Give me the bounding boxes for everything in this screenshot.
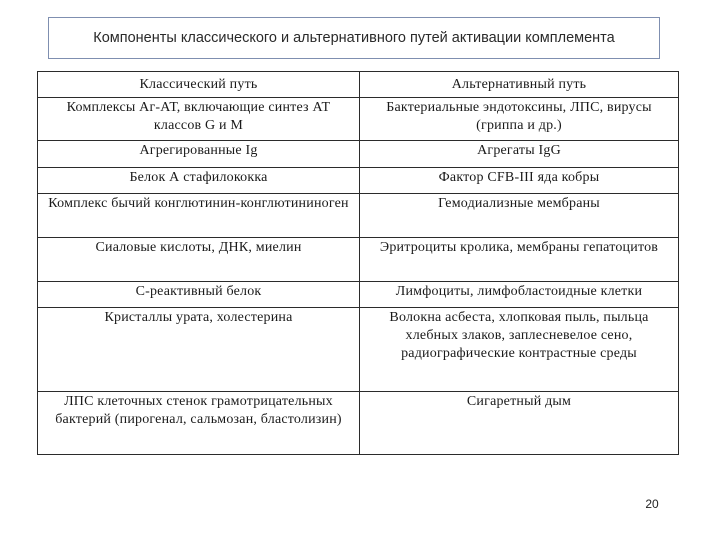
table-cell: С-реактивный белок xyxy=(38,282,360,308)
table-row xyxy=(38,282,679,308)
table-cell: Сигаретный дым xyxy=(360,392,679,455)
table-row xyxy=(38,238,679,282)
table-cell: Белок А стафилококка xyxy=(38,168,360,194)
page-number: 20 xyxy=(645,497,659,511)
header-classical: Классический путь xyxy=(38,72,360,98)
table-cell: Фактор CFB-III яда кобры xyxy=(360,168,679,194)
table-row xyxy=(38,98,679,141)
table-cell: Комплексы Аг-АТ, включающие синтез АТ классов G и M xyxy=(38,98,360,141)
table-row xyxy=(38,308,679,392)
table-cell: Эритроциты кролика, мембраны гепатоцитов xyxy=(360,238,679,282)
table-cell: Агрегированные Ig xyxy=(38,141,360,168)
table-cell: Комплекс бычий конглютинин-конглютининоген xyxy=(38,194,360,238)
table-row xyxy=(38,392,679,455)
header-alternative: Альтернативный путь xyxy=(360,72,679,98)
table-cell: Агрегаты IgG xyxy=(360,141,679,168)
table-cell: Сиаловые кислоты, ДНК, миелин xyxy=(38,238,360,282)
table-row xyxy=(38,194,679,238)
table-cell: Волокна асбеста, хлопковая пыль, пыльца хлебных злаков, заплесневелое сено, радиографические контрастные среды xyxy=(360,308,679,392)
table-cell: Бактериальные эндотоксины, ЛПС, вирусы (гриппа и др.) xyxy=(360,98,679,141)
slide-title-box xyxy=(48,17,660,59)
table-cell: Гемодиализные мембраны xyxy=(360,194,679,238)
slide-title: Компоненты классического и альтернативного путей активации комплемента xyxy=(93,29,615,46)
table-cell: Лимфоциты, лимфобластоидные клетки xyxy=(360,282,679,308)
table-cell: ЛПС клеточных стенок грамотрицательных бактерий (пирогенал, сальмозан, бластолизин) xyxy=(38,392,360,455)
table-row xyxy=(38,141,679,168)
table-cell: Кристаллы урата, холестерина xyxy=(38,308,360,392)
table-row xyxy=(38,168,679,194)
complement-pathways-table xyxy=(37,71,679,455)
table-header-row xyxy=(38,72,679,98)
